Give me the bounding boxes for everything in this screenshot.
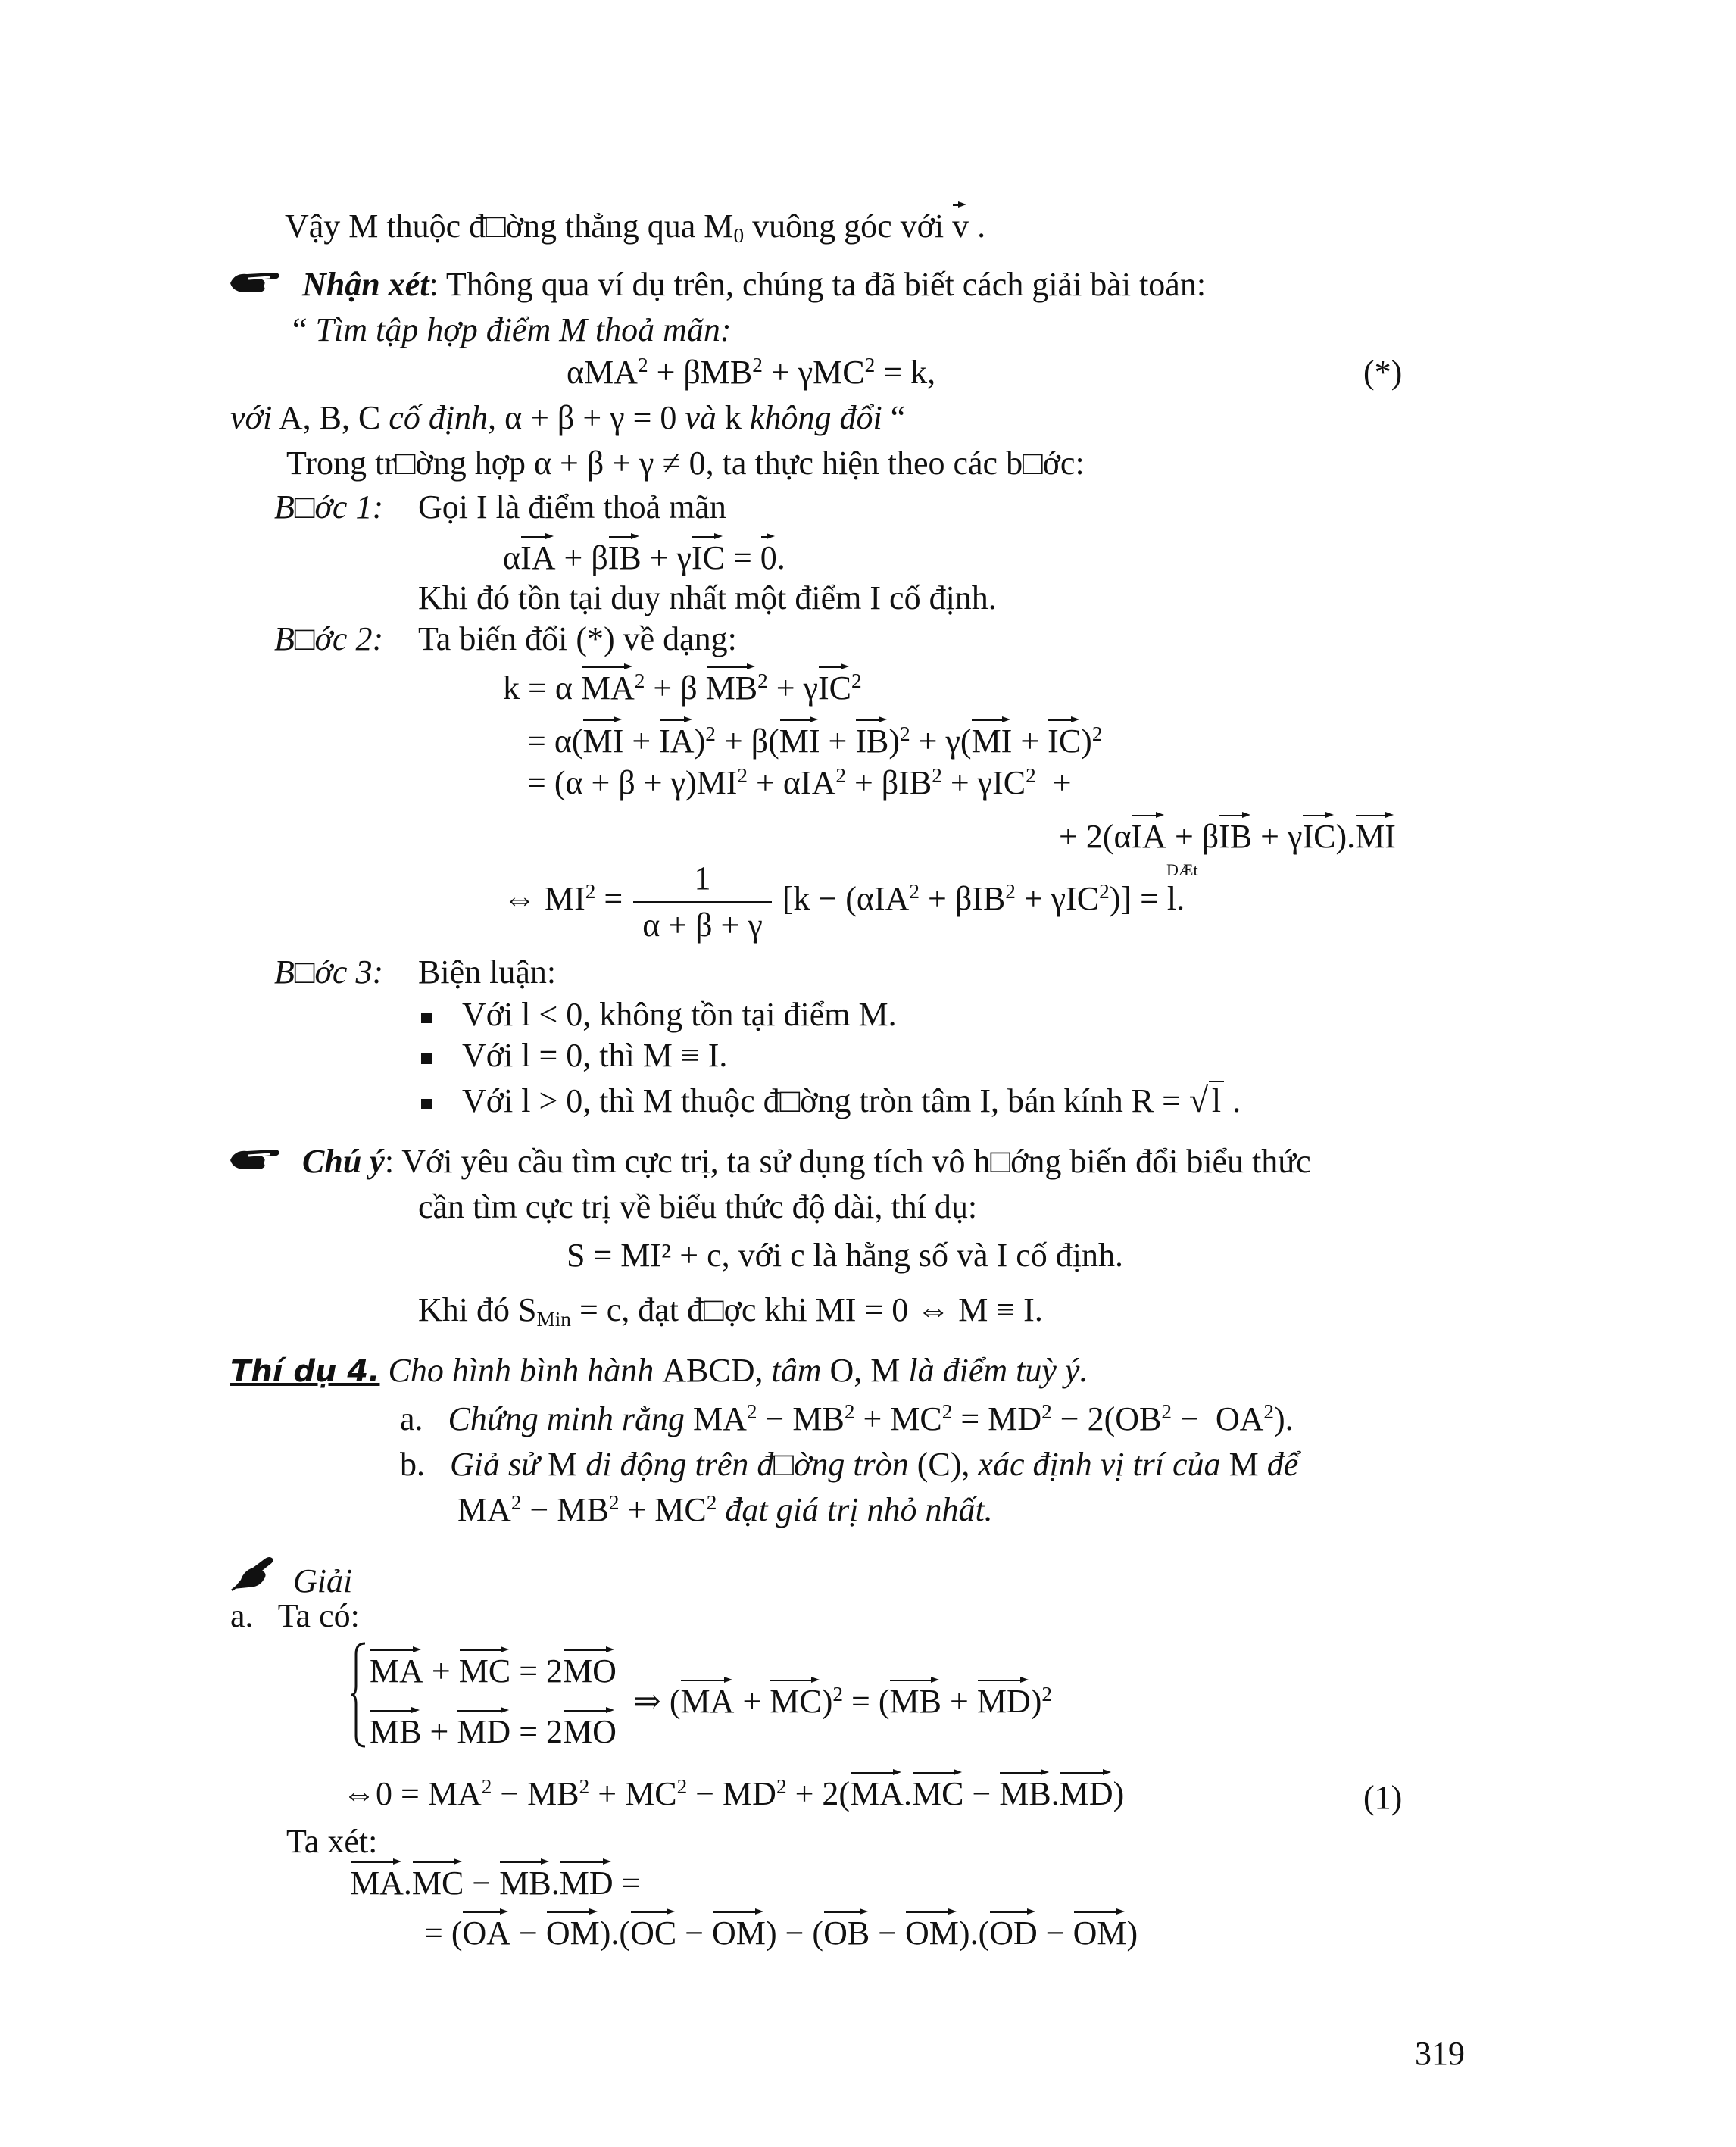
quote-text: Tìm tập hợp điểm M thoả mãn: bbox=[315, 311, 732, 348]
note-label: Chú ý bbox=[302, 1143, 385, 1180]
text: O, M bbox=[829, 1352, 909, 1389]
vector-v bbox=[952, 198, 969, 243]
text: (C), bbox=[916, 1446, 979, 1483]
part-b bbox=[400, 1448, 1298, 1481]
condition-line bbox=[230, 401, 905, 435]
text: vuông góc với bbox=[744, 207, 953, 245]
quote-mark: “ bbox=[292, 311, 316, 348]
step-3-label: B□ớc 3: bbox=[274, 953, 384, 991]
equation-label: (1) bbox=[1363, 1779, 1403, 1816]
step-2-text: Ta biến đổi (*) về dạng: bbox=[418, 620, 737, 657]
equation-star: αMA$^2$ + βMB$^2$ + γMC$^2$ = k, bbox=[567, 354, 936, 391]
bullet-icon bbox=[421, 1099, 432, 1109]
text: Vậy M thuộc đ□ờng thẳng qua M bbox=[285, 207, 734, 245]
equation-line: = α(MI + IA)$^2$ + β(MI + IB)$^2$ + γ(MI + IC)$^2$ bbox=[527, 713, 1102, 758]
text: xác định vị trí của bbox=[978, 1446, 1229, 1483]
equation-1: ⇔0 = $MA^2 - MB^2 + MC^2 - MD^2 + 2(MA.MC - MB.MD)$ bbox=[342, 1766, 1124, 1811]
writing-hand-icon bbox=[230, 1554, 277, 1598]
text: Khi đó S bbox=[418, 1291, 537, 1328]
remark-text: : Thông qua ví dụ trên, chúng ta đã biết cách giải bài toán: bbox=[429, 266, 1207, 303]
text: cố định, bbox=[389, 399, 497, 436]
page-number: 319 bbox=[1415, 2035, 1465, 2072]
part-label: b. bbox=[400, 1446, 425, 1483]
system-line-1: MA + MC = 2MO bbox=[370, 1643, 617, 1688]
part-a: a. Chứng minh rằng $MA^2 - MB^2 + MC^2 = MD^2 - 2(OB^2 - OA^2)$. bbox=[400, 1400, 1294, 1437]
text: M bbox=[548, 1446, 586, 1483]
step-3-text: Biện luận: bbox=[418, 953, 557, 991]
text-line: Trong tr□ờng hợp α + β + γ ≠ 0, ta thực hiện theo các b□ớc: bbox=[286, 445, 1085, 482]
equation-line: k = α $MA^2 + \beta$ $MB^2 + \gamma IC^2$ bbox=[503, 660, 862, 705]
pointing-hand-icon bbox=[229, 268, 282, 301]
step-2-label: B□ớc 2: bbox=[274, 620, 384, 657]
step-1-text: Gọi I là điểm thoả mãn bbox=[418, 488, 726, 526]
bullet-icon bbox=[421, 1013, 432, 1023]
pointing-hand-icon bbox=[229, 1145, 282, 1178]
list-item-text: Với l < 0, không tồn tại điểm M. bbox=[462, 996, 897, 1033]
equation-point-i: αIA + βIB + γIC = 0. bbox=[503, 530, 785, 575]
text: Chứng minh rằng bbox=[448, 1400, 685, 1437]
subscript: Min bbox=[536, 1307, 571, 1331]
text: M bbox=[1229, 1446, 1267, 1483]
text: k bbox=[716, 399, 750, 436]
equation-line: = (OA − OM).(OC − OM) − (OB − OM).(OD − OM) bbox=[424, 1905, 1138, 1950]
list-item-text: Với l > 0, thì M thuộc đ□ờng tròn tâm I, bán kính R = bbox=[462, 1082, 1189, 1119]
define-mark: DÆt bbox=[1166, 860, 1198, 879]
list-item: Với l > 0, thì M thuộc đ□ờng tròn tâm I, bán kính R = √ l . bbox=[421, 1084, 1241, 1118]
step-1-label: B□ớc 1: bbox=[274, 488, 384, 526]
text-line: Vậy M thuộc đ□ờng thẳng qua $M_0$ vuông góc với v . bbox=[285, 198, 985, 243]
part-label: a. bbox=[230, 1597, 254, 1634]
bullet-icon bbox=[421, 1053, 432, 1064]
equation-label: (*) bbox=[1363, 354, 1403, 391]
part-b-line2: $MA^2 - MB^2 + MC^2$ đạt giá trị nhỏ nhất. bbox=[457, 1491, 993, 1528]
vector-letter: v bbox=[952, 207, 969, 245]
subscript: 0 bbox=[733, 223, 745, 247]
text-line bbox=[418, 1291, 1043, 1331]
brace-icon bbox=[350, 1642, 367, 1748]
text: A, B, C bbox=[272, 399, 389, 436]
remark-heading bbox=[229, 268, 1206, 301]
equation-line: MA.MC − MB.MD = bbox=[350, 1855, 640, 1900]
equation-line: = $(\alpha + \beta + \gamma)MI^2 + \alpha IA^2 + \beta IB^2 + \gamma IC^2$ + bbox=[527, 764, 1072, 801]
list-item bbox=[421, 998, 897, 1031]
text: Ta có: bbox=[277, 1597, 360, 1634]
remark-label: Nhận xét bbox=[302, 266, 429, 303]
list-item bbox=[421, 1039, 727, 1072]
text: α + β + γ = 0 bbox=[496, 399, 685, 436]
text: không đổi bbox=[749, 399, 882, 436]
text: tâm bbox=[771, 1352, 830, 1389]
part-a-solution bbox=[230, 1599, 360, 1633]
text-line: cần tìm cực trị về biểu thức độ dài, thí dụ: bbox=[418, 1188, 978, 1225]
text: = c, đạt đ□ợc khi MI = 0 ⇔ M ≡ I. bbox=[570, 1291, 1043, 1328]
text-line: Ta xét: bbox=[286, 1823, 378, 1860]
text-line: Khi đó tồn tại duy nhất một điểm I cố định. bbox=[418, 579, 997, 616]
quote-line bbox=[292, 311, 732, 348]
part-label: a. bbox=[400, 1400, 423, 1437]
text: để bbox=[1266, 1446, 1299, 1483]
sqrt-l: √ l bbox=[1189, 1084, 1224, 1118]
equation-mi-squared: ⇔ $MI^2$ = $\frac{1}{\alpha + \beta + \gamma}$ [k − (αIA$^2$ + βIB$^2$ + γIC$^2$)] = l. bbox=[503, 860, 1185, 944]
note-text: : Với yêu cầu tìm cực trị, ta sử dụng tích vô h□ớng biến đổi biểu thức bbox=[384, 1143, 1311, 1180]
list-item-text: Với l = 0, thì M ≡ I. bbox=[462, 1037, 728, 1074]
system-line-2: MB + MD = 2MO bbox=[370, 1704, 617, 1749]
system-result: ⇒ (MA + MC)$^2$ = (MB + MD)$^2$ bbox=[633, 1674, 1052, 1718]
text: là điểm tuỳ ý. bbox=[908, 1352, 1088, 1389]
solution-label: Giải bbox=[293, 1562, 353, 1599]
note-heading bbox=[229, 1145, 1311, 1178]
text: Giả sử bbox=[450, 1446, 548, 1483]
text: Cho hình bình hành bbox=[379, 1352, 663, 1389]
equation-line: S = MI² + c, với c là hằng số và I cố định. bbox=[567, 1237, 1123, 1274]
text: “ bbox=[882, 399, 906, 436]
solution-heading bbox=[230, 1554, 352, 1598]
text: và bbox=[685, 399, 717, 436]
text: đạt giá trị nhỏ nhất. bbox=[725, 1491, 993, 1528]
example-heading bbox=[230, 1354, 1088, 1387]
text: với bbox=[230, 399, 273, 436]
text: di động trên đ□ờng tròn bbox=[585, 1446, 917, 1483]
equation-line: + 2(αIA + βIB + γIC).MI bbox=[1059, 809, 1396, 853]
example-label: Thí dụ 4. bbox=[230, 1354, 380, 1389]
text: ABCD, bbox=[662, 1352, 772, 1389]
